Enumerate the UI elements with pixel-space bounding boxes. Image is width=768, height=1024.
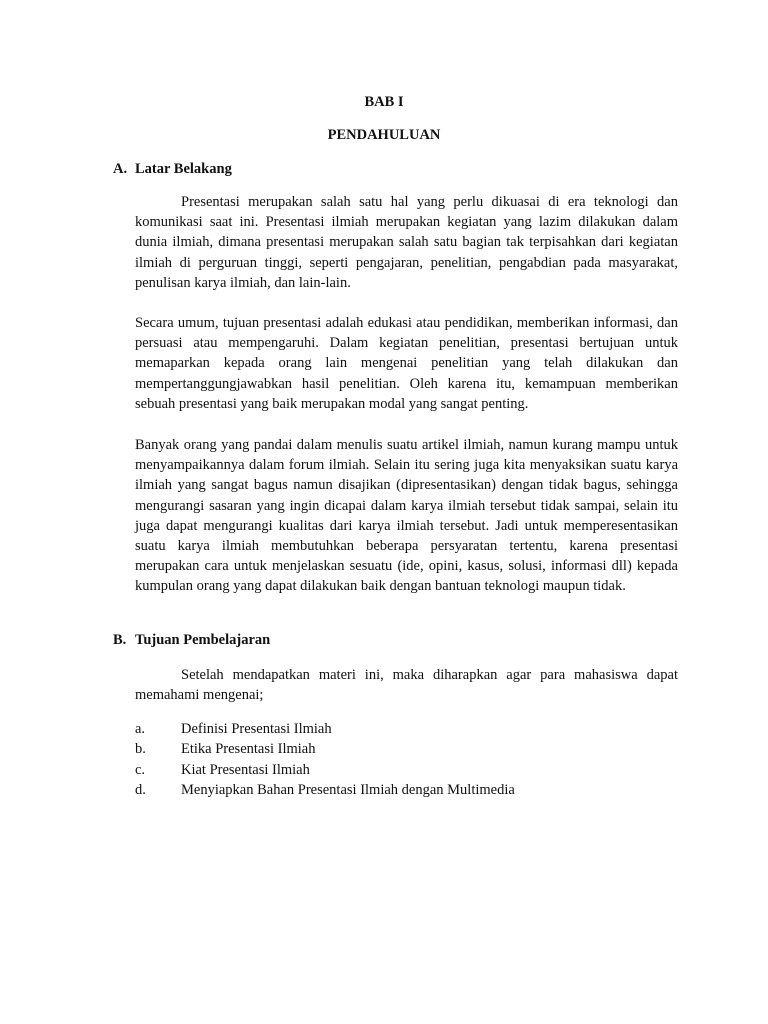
section-b-intro: Setelah mendapatkan materi ini, maka diharapkan agar para mahasiswa dapat memahami mengenai; xyxy=(135,667,678,704)
section-a-title: Latar Belakang xyxy=(135,161,232,177)
section-b-heading xyxy=(113,631,270,649)
list-item-text: Menyiapkan Bahan Presentasi Ilmiah dengan Multimedia xyxy=(181,782,515,799)
list-item-text: Etika Presentasi Ilmiah xyxy=(181,741,316,758)
paragraph-3: Banyak orang yang pandai dalam menulis suatu artikel ilmiah, namun kurang mampu untuk menyampaikannya dalam forum ilmiah. Selain itu sering juga kita menyaksikan suatu karya ilmiah yang sangat bagus namun disajikan (dipresentasikan) dengan tidak bagus, sehingga mengurangi sasaran yang ingin dicapai dalam karya ilmiah tersebut tidak sampai, selain itu juga dapat mengurangi kualitas dari karya ilmiah tersebut. Jadi untuk memperesentasikan suatu karya ilmiah membutuhkan beberapa persyaratan tertentu, karena presentasi merupakan cara untuk menjelaskan sesuatu (ide, opini, kasus, solusi, informasi dll) kepada kumpulan orang yang dapat dilakukan baik dengan bantuan teknologi maupun tidak. xyxy=(135,437,678,595)
list-item xyxy=(135,739,695,759)
objectives-list xyxy=(135,719,695,801)
chapter-number: BAB I xyxy=(364,94,404,110)
section-a-heading xyxy=(113,160,232,178)
section-b-letter: B. xyxy=(113,632,127,648)
list-marker: a. xyxy=(135,721,146,737)
chapter-title: PENDAHULUAN xyxy=(327,127,441,143)
list-marker: c. xyxy=(135,761,146,778)
section-a-letter: A. xyxy=(113,161,128,177)
list-item xyxy=(135,780,695,800)
list-item-text: Definisi Presentasi Ilmiah xyxy=(181,721,332,737)
list-marker: b. xyxy=(135,741,146,758)
list-item xyxy=(135,719,695,739)
paragraph-2: Secara umum, tujuan presentasi adalah edukasi atau pendidikan, memberikan informasi, dan persuasi atau mempengaruhi. Dalam kegiatan penelitian, presentasi bertujuan untuk memaparkan kepada orang lain mengenai penelitian yang telah dilakukan dan mempertanggungjawabkan hasil penelitian. Oleh karena itu, kemampuan memberikan sebuah presentasi yang baik merupakan modal yang sangat penting. xyxy=(135,315,678,412)
list-item-text: Kiat Presentasi Ilmiah xyxy=(181,761,310,778)
section-b-title: Tujuan Pembelajaran xyxy=(135,632,271,648)
list-marker: d. xyxy=(135,782,146,799)
paragraph-1: Presentasi merupakan salah satu hal yang perlu dikuasai di era teknologi dan komunikasi saat ini. Presentasi ilmiah merupakan kegiatan yang lazim dilakukan dalam dunia ilmiah, dimana presentasi merupakan salah satu bagian tak terpisahkan dari kegiatan ilmiah di perguruan tinggi, seperti pengajaran, penelitian, pengabdian pada masyarakat, penulisan karya ilmiah, dan lain-lain. xyxy=(135,194,678,291)
list-item xyxy=(135,760,695,780)
